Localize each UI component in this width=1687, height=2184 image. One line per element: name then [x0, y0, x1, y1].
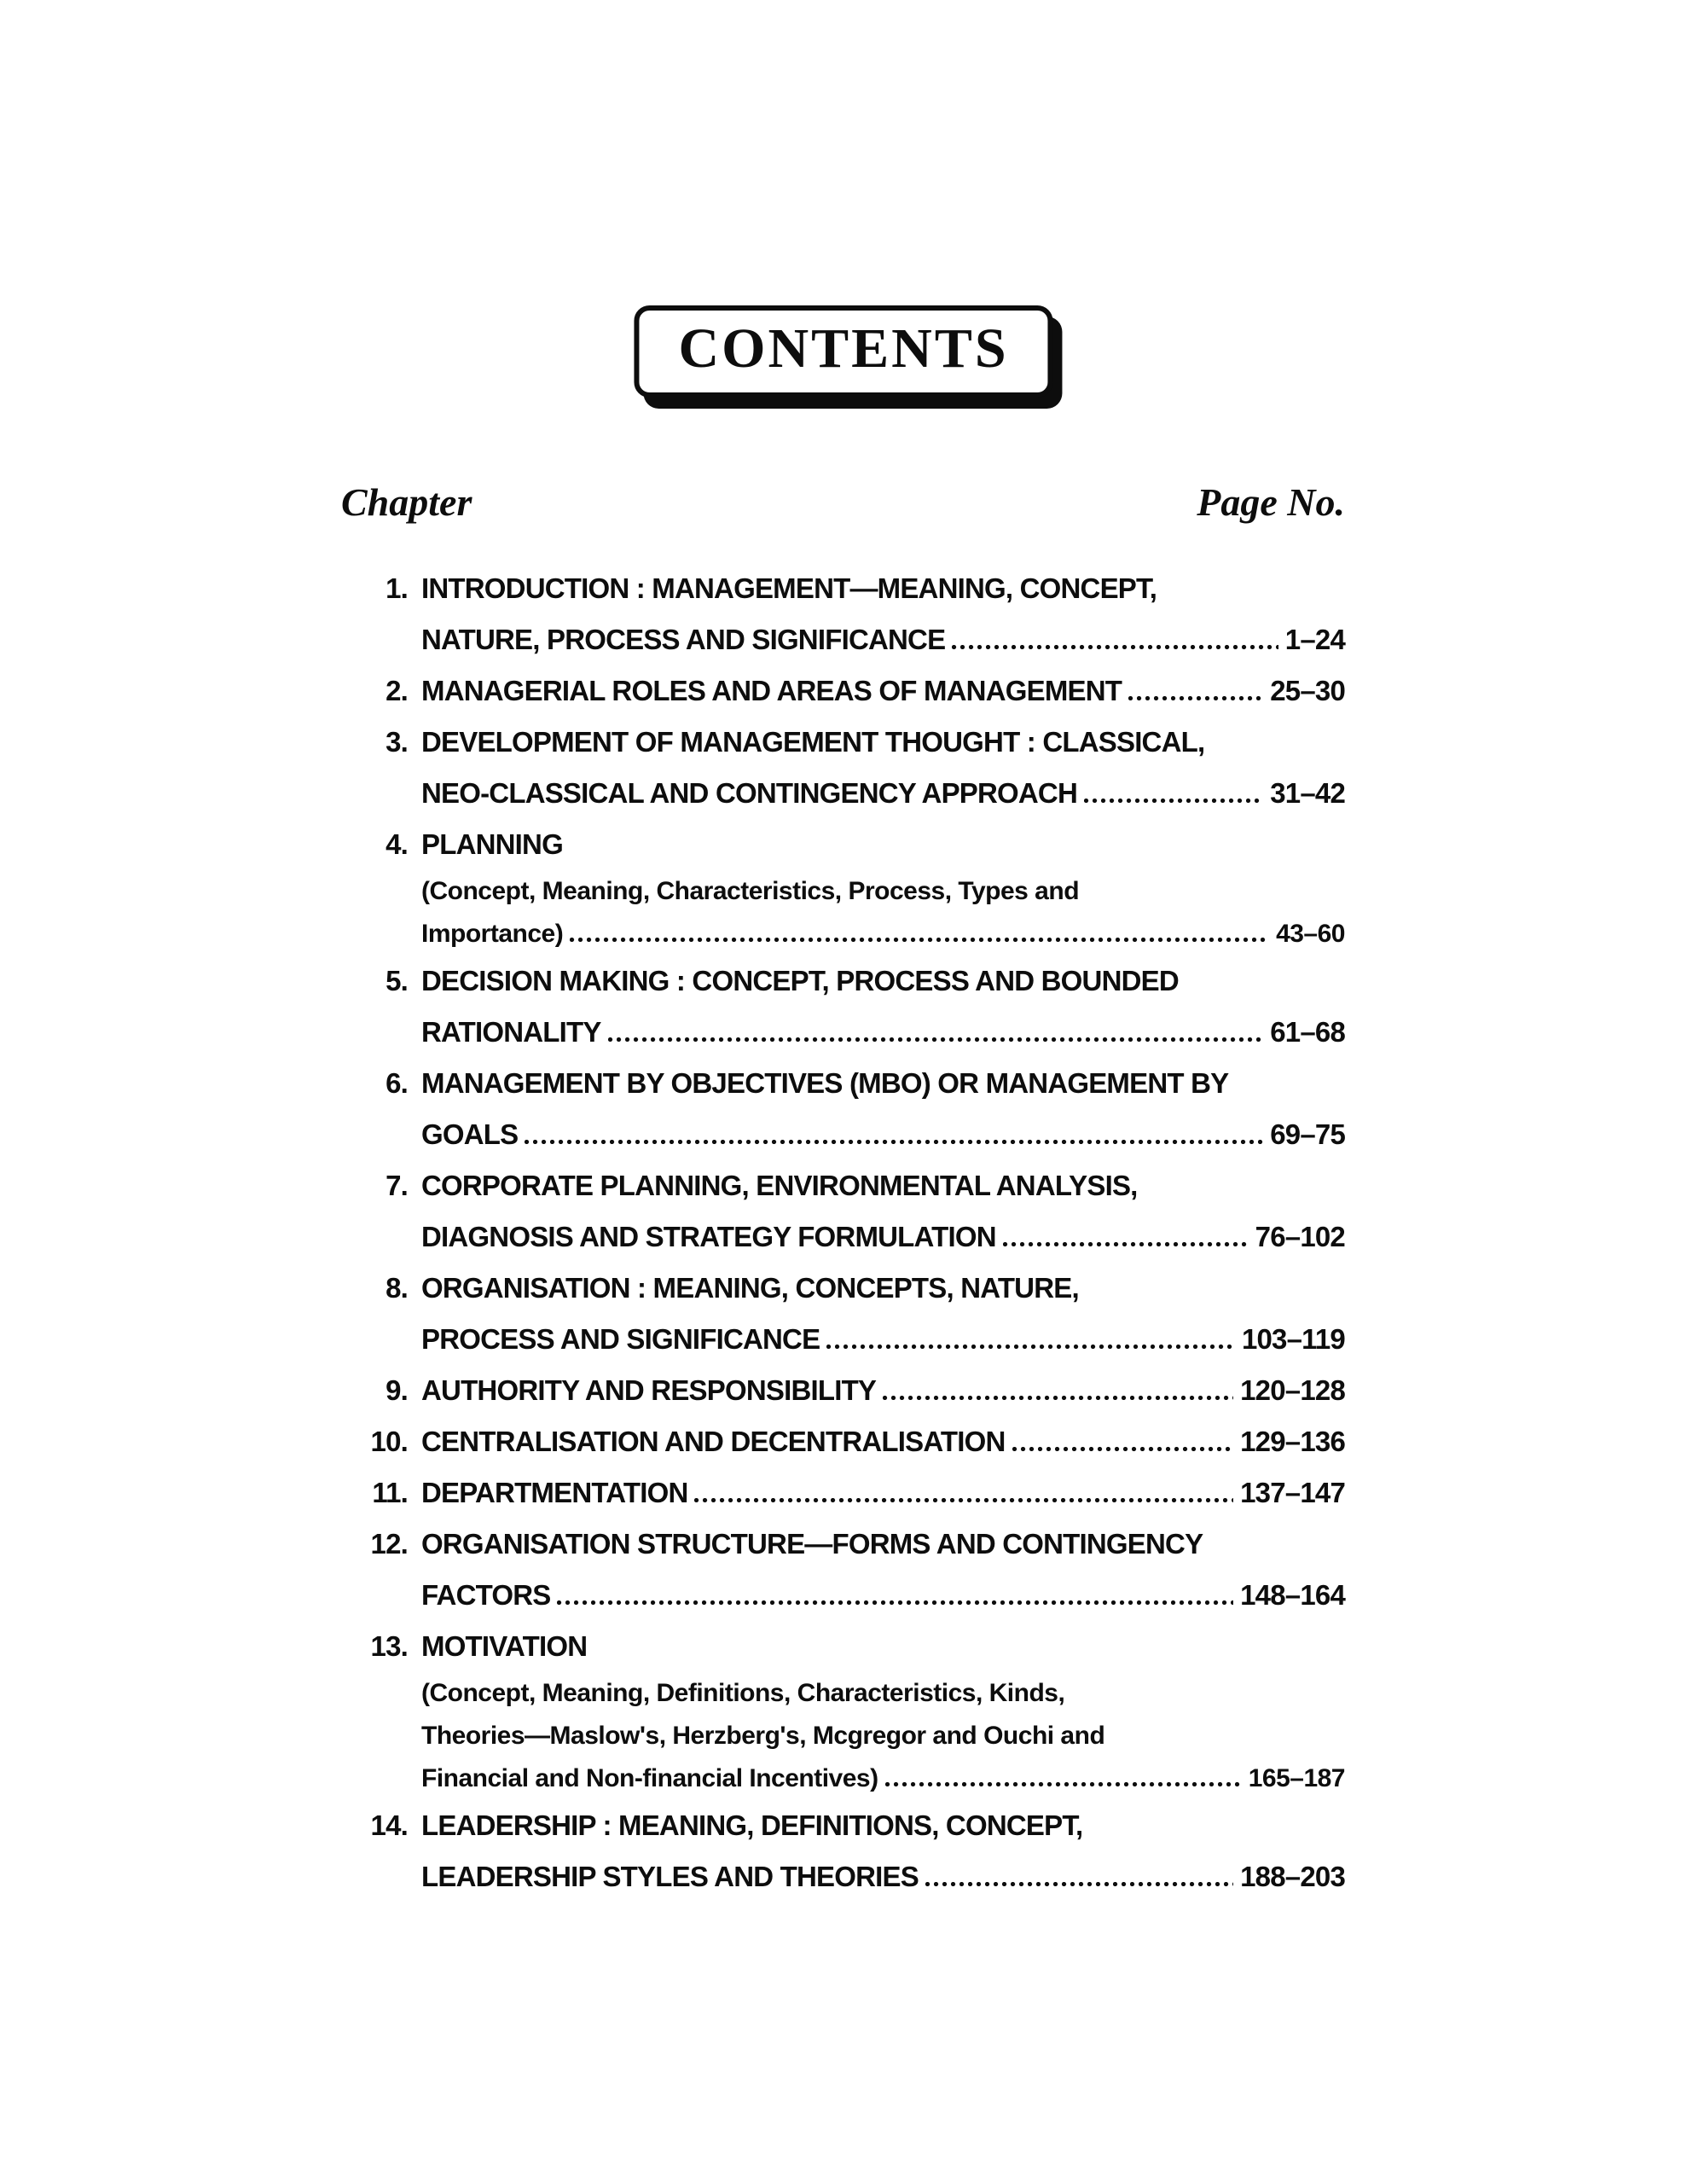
- toc-entry: [341, 1467, 1345, 1519]
- toc-entry: [341, 717, 1345, 819]
- toc-line-text: INTRODUCTION : MANAGEMENT—MEANING, CONCEPT,: [421, 572, 1157, 604]
- toc-entry-number: 3.: [386, 726, 408, 758]
- toc-line: [341, 563, 1345, 614]
- toc-line: [341, 1109, 1345, 1160]
- toc-line-text: MOTIVATION: [421, 1630, 588, 1662]
- toc-line: [341, 1672, 1345, 1715]
- toc-entry: [341, 1263, 1345, 1365]
- toc-entry: [341, 1519, 1345, 1621]
- toc-line: [341, 1570, 1345, 1621]
- toc-list: [341, 563, 1345, 1902]
- column-headers: [341, 478, 1345, 526]
- toc-entry: [341, 1416, 1345, 1467]
- toc-entry-number: 8.: [386, 1272, 408, 1304]
- toc-line-text: NATURE, PROCESS AND SIGNIFICANCE: [421, 624, 946, 655]
- contents-title-box: [634, 305, 1052, 398]
- page-range: 61–68: [1270, 1016, 1345, 1048]
- toc-entry-number: 5.: [386, 965, 408, 996]
- dot-leader: [570, 938, 1269, 942]
- toc-entry-number: 14.: [370, 1809, 408, 1841]
- toc-entry: [341, 1621, 1345, 1800]
- toc-line: [341, 1621, 1345, 1672]
- toc-entry: [341, 1058, 1345, 1160]
- toc-line: [341, 956, 1345, 1007]
- dot-leader: [1012, 1447, 1234, 1451]
- toc-line: [341, 870, 1345, 913]
- toc-line-text: Financial and Non-financial Incentives): [421, 1764, 878, 1792]
- page-range: 120–128: [1240, 1374, 1345, 1406]
- toc-line-text: NEO-CLASSICAL AND CONTINGENCY APPROACH: [421, 777, 1077, 809]
- toc-line-text: PROCESS AND SIGNIFICANCE: [421, 1323, 820, 1355]
- toc-entry-number: 4.: [386, 828, 408, 860]
- toc-line-text: FACTORS: [421, 1579, 551, 1611]
- page-range: 1–24: [1284, 624, 1345, 655]
- page-range: 129–136: [1240, 1426, 1345, 1457]
- toc-line: [341, 768, 1345, 819]
- toc-line-text: Theories—Maslow's, Herzberg's, Mcgregor and Ouchi and: [421, 1722, 1105, 1750]
- toc-line: [341, 1365, 1345, 1416]
- toc-entry-number: 9.: [386, 1374, 408, 1406]
- page-no-column-header: Page No.: [1197, 479, 1345, 524]
- toc-entry-number: 1.: [386, 572, 408, 604]
- toc-line: [341, 1800, 1345, 1851]
- chapter-column-header: Chapter: [341, 479, 472, 524]
- toc-line: [341, 717, 1345, 768]
- toc-entry: [341, 1160, 1345, 1263]
- page-range: 76–102: [1255, 1221, 1345, 1252]
- toc-line-text: PLANNING: [421, 828, 563, 860]
- toc-entry: [341, 956, 1345, 1058]
- toc-line-text: DEPARTMENTATION: [421, 1477, 688, 1508]
- toc-line: [341, 1416, 1345, 1467]
- toc-entry: [341, 819, 1345, 956]
- page-range: 25–30: [1270, 675, 1345, 706]
- toc-line: [341, 1715, 1345, 1757]
- page-range: 43–60: [1276, 920, 1345, 948]
- toc-line-text: DIAGNOSIS AND STRATEGY FORMULATION: [421, 1221, 996, 1252]
- toc-line-text: Importance): [421, 920, 564, 948]
- toc-entry-number: 10.: [370, 1426, 408, 1457]
- toc-line-text: RATIONALITY: [421, 1016, 601, 1048]
- toc-line: [341, 1058, 1345, 1109]
- toc-entry: [341, 1800, 1345, 1902]
- page-range: 165–187: [1248, 1764, 1345, 1792]
- page-range: 148–164: [1240, 1579, 1345, 1611]
- dot-leader: [557, 1600, 1233, 1605]
- dot-leader: [885, 1782, 1242, 1786]
- dot-leader: [608, 1037, 1264, 1042]
- toc-entry: [341, 1365, 1345, 1416]
- toc-line: [341, 819, 1345, 870]
- dot-leader: [1084, 799, 1263, 803]
- toc-entry-number: 6.: [386, 1067, 408, 1099]
- toc-line: [341, 1263, 1345, 1314]
- toc-line-text: GOALS: [421, 1118, 519, 1150]
- dot-leader: [826, 1345, 1235, 1349]
- toc-entry-number: 12.: [370, 1528, 408, 1560]
- toc-entry-number: 13.: [370, 1630, 408, 1662]
- toc-entry-number: 11.: [372, 1477, 408, 1508]
- toc-line-text: ORGANISATION STRUCTURE—FORMS AND CONTINGENCY: [421, 1528, 1203, 1560]
- page-title: CONTENTS: [678, 317, 1009, 380]
- dot-leader: [883, 1396, 1233, 1400]
- dot-leader: [925, 1882, 1233, 1886]
- dot-leader: [1128, 696, 1263, 700]
- page-range: 31–42: [1270, 777, 1345, 809]
- toc-line-text: AUTHORITY AND RESPONSIBILITY: [421, 1374, 877, 1406]
- toc-line-text: (Concept, Meaning, Characteristics, Process, Types and: [421, 877, 1080, 905]
- toc-entry-number: 7.: [386, 1170, 408, 1201]
- dot-leader: [694, 1498, 1233, 1502]
- toc-line-text: CORPORATE PLANNING, ENVIRONMENTAL ANALYSIS,: [421, 1170, 1138, 1201]
- toc-line: [341, 614, 1345, 665]
- dot-leader: [952, 645, 1278, 649]
- toc-line-text: CENTRALISATION AND DECENTRALISATION: [421, 1426, 1006, 1457]
- toc-line-text: MANAGEMENT BY OBJECTIVES (MBO) OR MANAGEMENT BY: [421, 1067, 1229, 1099]
- toc-line-text: MANAGERIAL ROLES AND AREAS OF MANAGEMENT: [421, 675, 1122, 706]
- page-range: 188–203: [1240, 1861, 1345, 1892]
- toc-line-text: (Concept, Meaning, Definitions, Characteristics, Kinds,: [421, 1679, 1065, 1707]
- page-range: 69–75: [1270, 1118, 1345, 1150]
- toc-line: [341, 665, 1345, 717]
- page-range: 103–119: [1241, 1323, 1345, 1355]
- dot-leader: [525, 1140, 1263, 1144]
- toc-line: [341, 1851, 1345, 1902]
- toc-line-text: LEADERSHIP STYLES AND THEORIES: [421, 1861, 919, 1892]
- toc-line: [341, 1467, 1345, 1519]
- toc-line: [341, 1314, 1345, 1365]
- toc-line: [341, 1519, 1345, 1570]
- toc-line-text: LEADERSHIP : MEANING, DEFINITIONS, CONCEPT,: [421, 1809, 1083, 1841]
- toc-line-text: ORGANISATION : MEANING, CONCEPTS, NATURE,: [421, 1272, 1079, 1304]
- toc-line: [341, 913, 1345, 956]
- page-range: 137–147: [1240, 1477, 1345, 1508]
- toc-line: [341, 1211, 1345, 1263]
- toc-line: [341, 1007, 1345, 1058]
- toc-entry: [341, 665, 1345, 717]
- toc-entry: [341, 563, 1345, 665]
- toc-line: [341, 1757, 1345, 1800]
- dot-leader: [1003, 1242, 1249, 1246]
- toc-line: [341, 1160, 1345, 1211]
- toc-line-text: DEVELOPMENT OF MANAGEMENT THOUGHT : CLASSICAL,: [421, 726, 1205, 758]
- toc-line-text: DECISION MAKING : CONCEPT, PROCESS AND BOUNDED: [421, 965, 1179, 996]
- toc-entry-number: 2.: [386, 675, 408, 706]
